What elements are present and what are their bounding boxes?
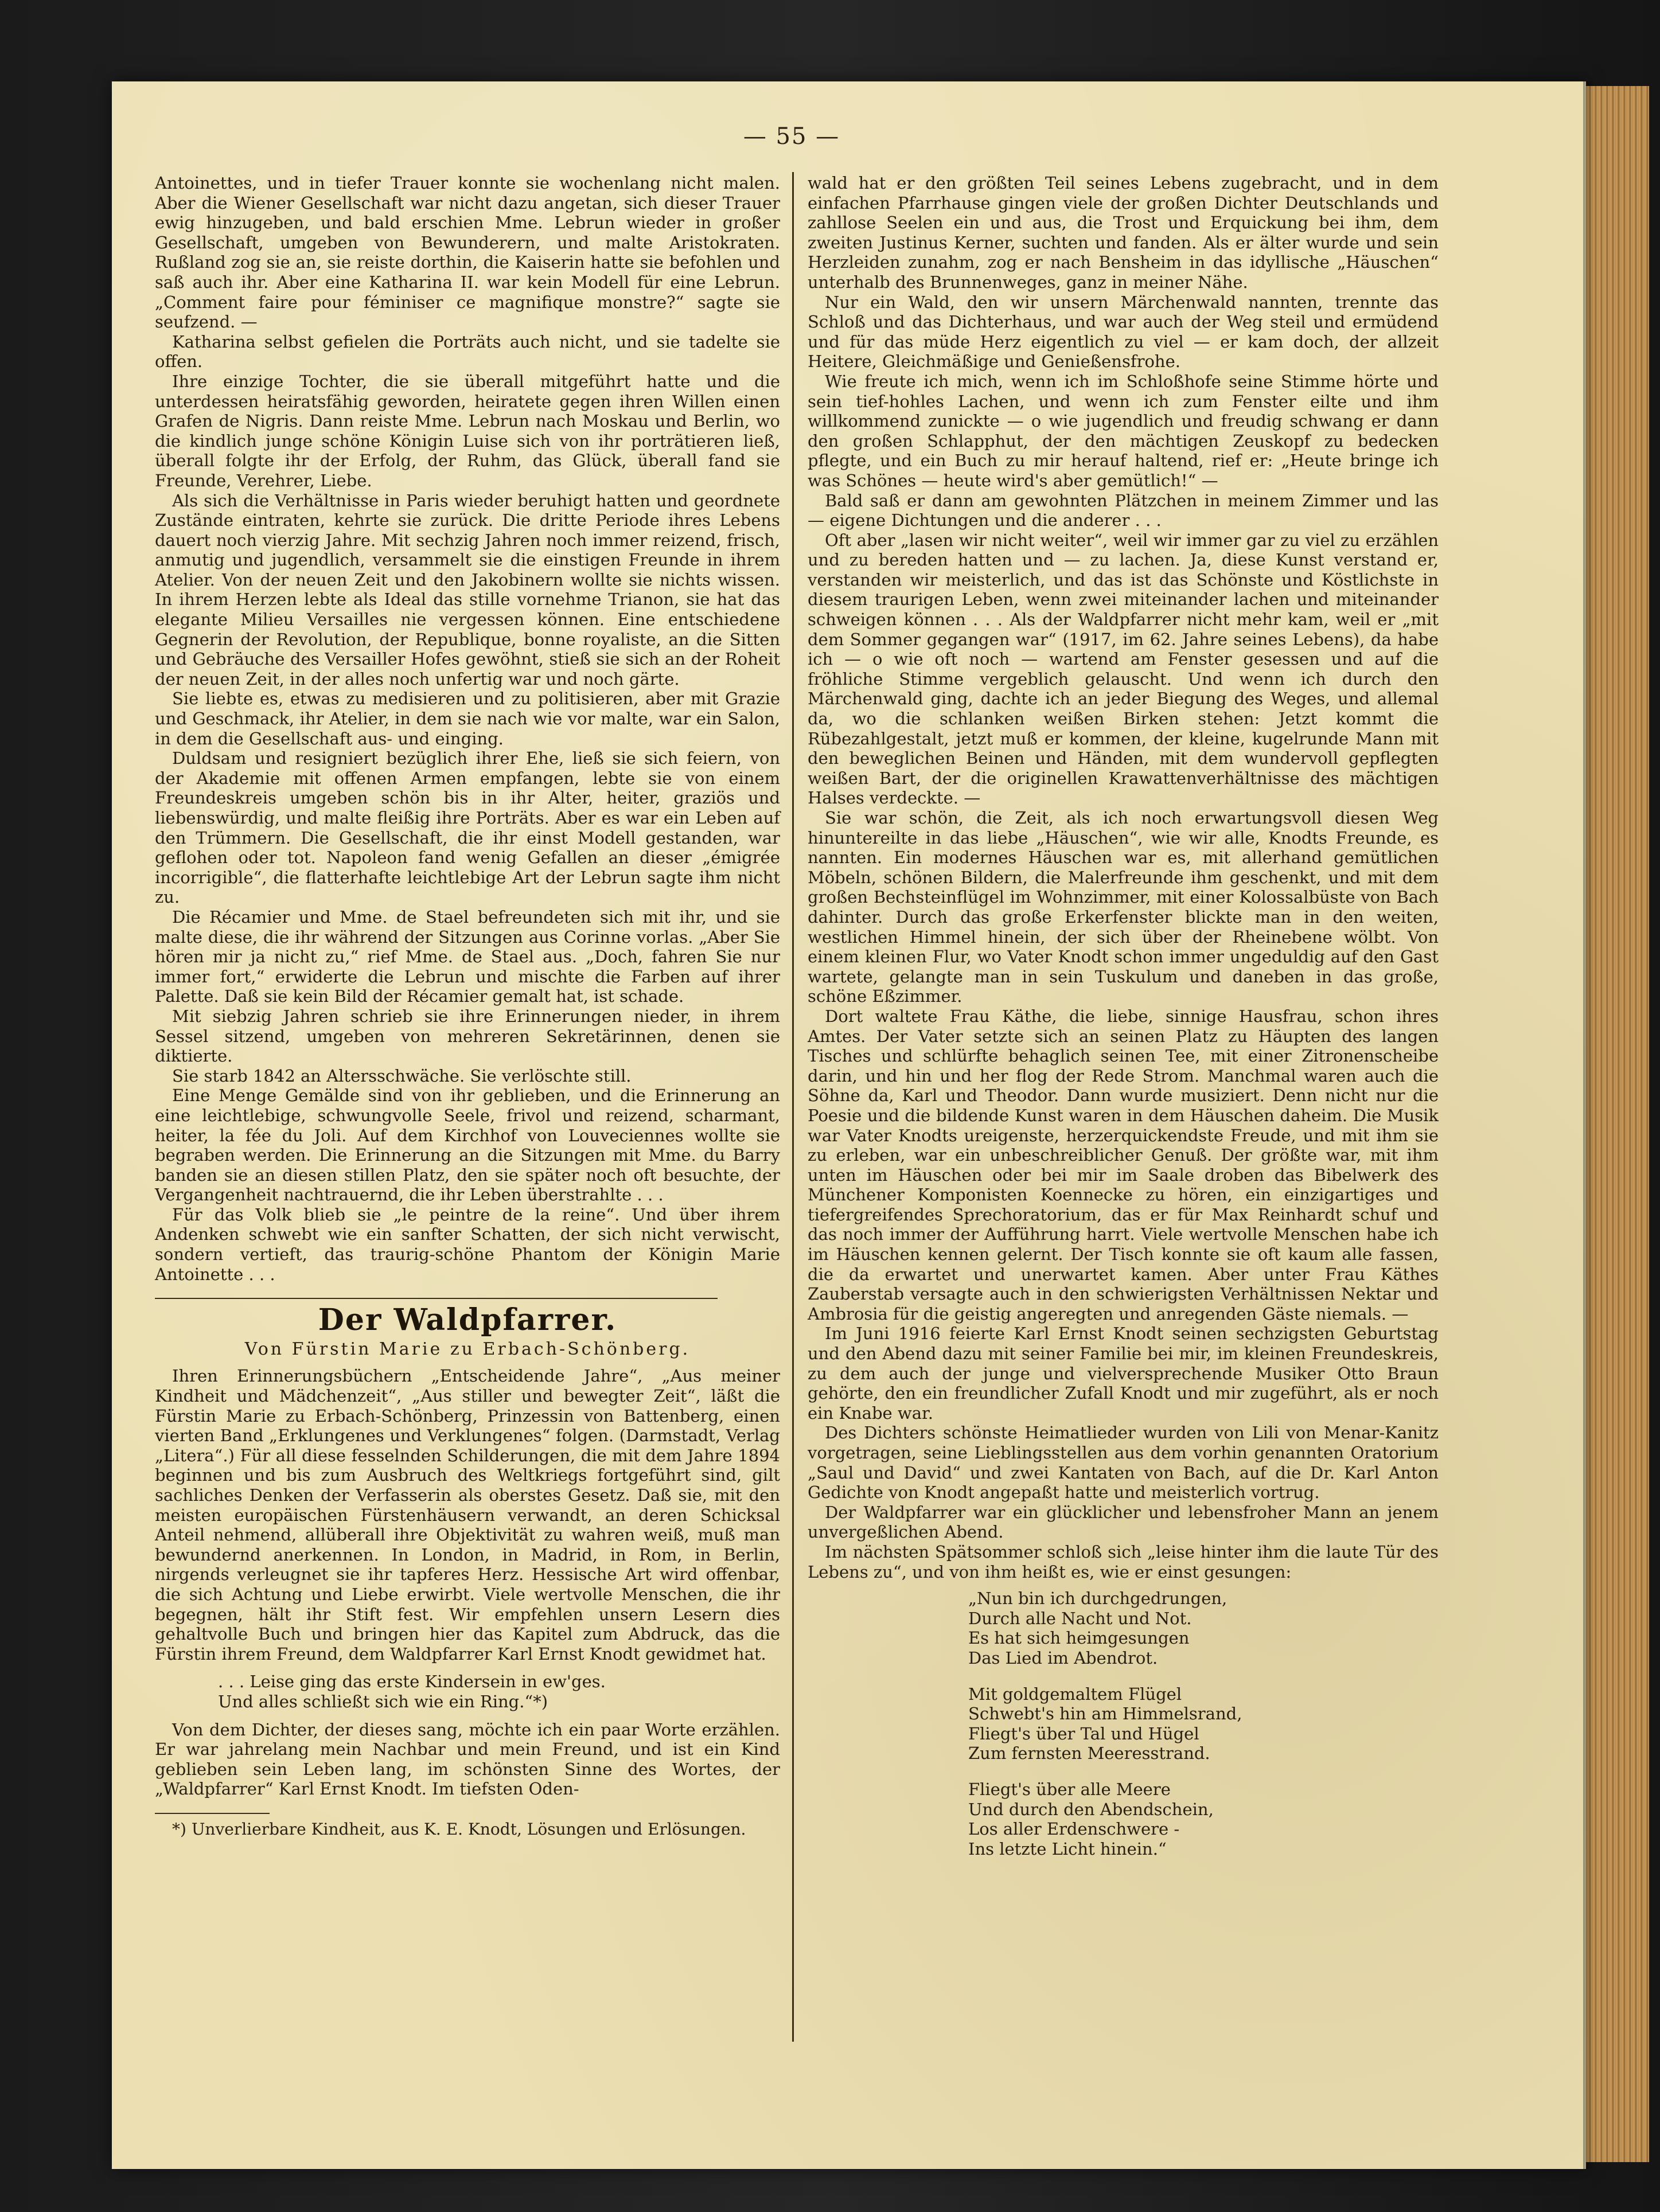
poem-stanza	[968, 1589, 1439, 1668]
poem-line: „Nun bin ich durchgedrungen,	[968, 1589, 1228, 1609]
paragraph: Des Dichters schönste Heimatlieder wurden von Lili von Menar-Kanitz vorgetragen, seine Lieblingsstellen aus dem vorhin genannten Oratorium „Saul und David“ und zwei Kantaten von Bach, auf die Dr. Karl Anton Gedichte von Knodt angepaßt hatte und meisterlich vortrug.	[808, 1423, 1439, 1503]
paragraph: Antoinettes, und in tiefer Trauer konnte sie wochenlang nicht malen. Aber die Wiener Gesellschaft war nicht dazu angetan, sich dieser Trauer ewig hinzugeben, und bald erschien Mme. Lebrun wieder in großer Gesellschaft, umgeben von Bewunderern, und malte Aristokraten. Rußland zog sie an, sie reiste dorthin, die Kaiserin hatte sie befohlen und saß auch ihr. Aber eine Katharina II. war kein Modell für eine Lebrun. „Comment faire pour féminiser ce magnifique monstre?“ sagte sie seufzend. —	[155, 173, 780, 332]
paragraph: Mit siebzig Jahren schrieb sie ihre Erinnerungen nieder, in ihrem Sessel sitzend, umgeben von mehreren Sekretärinnen, denen sie diktierte.	[155, 1006, 780, 1066]
paragraph: Duldsam und resigniert bezüglich ihrer Ehe, ließ sie sich feiern, von der Akademie mit offenen Armen empfangen, lebte sie von einem Freundeskreis umgeben schön bis in ihr Alter, heiter, graziös und liebenswürdig, und malte fleißig ihre Porträts. Aber es war ein Leben auf den Trümmern. Die Gesellschaft, die ihr einst Modell gestanden, war geflohen oder tot. Napoleon fand wenig Gefallen an dieser „émigrée incorrigible“, die flatterhafte leichtlebige Art der Lebrun sagte ihm nicht zu.	[155, 748, 780, 907]
paragraph: Sie war schön, die Zeit, als ich noch erwartungsvoll diesen Weg hinuntereilte in das liebe „Häuschen“, wie wir alle, Knodts Freunde, es nannten. Ein modernes Häuschen war es, mit allerhand gemütlichen Möbeln, schönen Bildern, die Malerfreunde ihm geschenkt, und mit dem großen Bechsteinflügel im Wohnzimmer, mit einer Kolossalbüste von Bach dahinter. Durch das große Erkerfenster blickte man in den weiten, westlichen Himmel hinein, der sich über der Rheinebene wölbt. Von einem kleinen Flur, wo Vater Knodt schon immer ungeduldig auf den Gast wartete, gelangte man in sein Tuskulum und daneben in das große, schöne Eßzimmer.	[808, 808, 1439, 1006]
paragraph: Als sich die Verhältnisse in Paris wieder beruhigt hatten und geordnete Zustände eintraten, kehrte sie zurück. Die dritte Periode ihres Lebens dauert noch vierzig Jahre. Mit sechzig Jahren noch immer reizend, frisch, anmutig und jugendlich, versammelt sie die einstigen Freunde in ihrem Atelier. Von der neuen Zeit und den Jakobinern wollte sie nichts wissen. In ihrem Herzen lebte als Ideal das stille vornehme Trianon, sie hat das elegante Milieu Versailles nie vergessen können. Eine entschiedene Gegnerin der Revolution, der Republique, bonne royaliste, an die Sitten und Gebräuche des Versailler Hofes gewöhnt, stieß sie sich an der Roheit der neuen Zeit, in der alles noch unfertig war und noch gärte.	[155, 490, 780, 689]
paragraph: Katharina selbst gefielen die Porträts auch nicht, und sie tadelte sie offen.	[155, 331, 780, 372]
left-column	[155, 173, 780, 1840]
paragraph: Ihre einzige Tochter, die sie überall mitgeführt hatte und die unterdessen heiratsfähig geworden, heiratete gegen ihren Willen einen Grafen de Nigris. Dann reiste Mme. Lebrun nach Moskau und Berlin, wo die kindlich junge schöne Königin Luise sich von ihr porträtieren ließ, überall folgte ihr der Erfolg, der Ruhm, das Glück, überall fand sie Freunde, Verehrer, Liebe.	[155, 371, 780, 490]
paragraph: Eine Menge Gemälde sind von ihr geblieben, und die Erinnerung an eine leichtlebige, schwungvolle Seele, frivol und reizend, scharmant, heiter, la fée du Joli. Auf dem Kirchhof von Louveciennes wollte sie begraben werden. Die Erinnerung an die Sitzungen mit Mme. du Barry banden sie an diesen stillen Platz, den sie später noch oft besuchte, der Vergangenheit nachtrauernd, die ihr Leben überstrahlte . . .	[155, 1086, 780, 1205]
epigraph-line: . . . Leise ging das erste Kindersein in ew'ges.	[218, 1672, 606, 1692]
paragraph: wald hat er den größten Teil seines Lebens zugebracht, und in dem einfachen Pfarrhause gingen viele der großen Dichter Deutschlands und zahllose Seelen ein und aus, die Trost und Erquickung bei ihm, dem zweiten Justinus Kerner, suchten und fanden. Als er älter wurde und sein Herzleiden zunahm, zog er nach Bensheim in das idyllische „Häuschen“ unterhalb des Brunnenweges, ganz in meiner Nähe.	[808, 173, 1439, 292]
epigraph	[155, 1672, 780, 1711]
poem-line: Fliegt's über Tal und Hügel	[968, 1723, 1199, 1743]
column-divider	[792, 172, 794, 2042]
page-edges	[1586, 86, 1649, 2162]
paragraph: Von dem Dichter, der dieses sang, möchte ich ein paar Worte erzählen. Er war jahrelang mein Nachbar und mein Freund, und ist ein Kind geblieben sein Leben lang, im schönsten Sinne des Wortes, der „Waldpfarrer“ Karl Ernst Knodt. Im tiefsten Oden-	[155, 1719, 780, 1799]
poem-line: Ins letzte Licht hinein.“	[968, 1839, 1167, 1859]
poem-line: Das Lied im Abendrot.	[968, 1648, 1158, 1668]
paragraph: Sie liebte es, etwas zu medisieren und zu politisieren, aber mit Grazie und Geschmack, ihr Atelier, in dem sie nach wie vor malte, war ein Salon, in dem die Gesellschaft aus- und einging.	[155, 689, 780, 748]
paragraph: Dort waltete Frau Käthe, die liebe, sinnige Hausfrau, schon ihres Amtes. Der Vater setzte sich an seinen Platz zu Häupten des langen Tisches und schlürfte behaglich seinen Tee, mit einer Zitronenscheibe darin, und hin und her flog der Rede Strom. Manchmal waren auch die Söhne da, Karl und Theodor. Dann wurde musiziert. Denn nicht nur die Poesie und die bildende Kunst waren in dem Häuschen daheim. Die Musik war Vater Knodts ureigenste, herzerquickendste Freude, und mit ihm sie zu erleben, war ein unbeschreiblicher Genuß. Der größte war, mit ihm unten im Häuschen oder bei mir im Saale droben das Bibelwerk des Münchener Komponisten Koennecke zu hören, ein einzigartiges und tiefergreifendes Sprechoratorium, das er für Max Reinhardt schuf und das noch immer der Aufführung harrt. Viele wertvolle Menschen habe ich im Häuschen kennen gelernt. Der Tisch konnte sie oft kaum alle fassen, die da erwartet und unerwartet kamen. Aber unter Frau Käthes Zauberstab versagte auch in den schwierigsten Verhältnissen Nektar und Ambrosia für die geistig angeregten und anregenden Gäste niemals. —	[808, 1006, 1439, 1324]
footnote: *) Unverlierbare Kindheit, aus K. E. Knodt, Lösungen und Erlösungen.	[172, 1819, 746, 1839]
page-number: — 55 —	[743, 123, 840, 150]
right-column	[808, 173, 1439, 1875]
article-title: Der Waldpfarrer.	[318, 1302, 617, 1338]
poem-stanza	[968, 1780, 1439, 1859]
paragraph: Für das Volk blieb sie „le peintre de la reine“. Und über ihrem Andenken schwebt wie ein sanfter Schatten, der sich nicht verwischt, sondern vertieft, das traurig-schöne Phantom der Königin Marie Antoinette . . .	[155, 1204, 780, 1284]
paragraph: Bald saß er dann am gewohnten Plätzchen in meinem Zimmer und las — eigene Dichtungen und die anderer . . .	[808, 490, 1439, 530]
poem-line: Und durch den Abendschein,	[968, 1799, 1214, 1819]
paragraph: Die Récamier und Mme. de Stael befreundeten sich mit ihr, und sie malte diese, die ihr während der Sitzungen aus Corinne vorlas. „Aber Sie hören mir ja nicht zu,“ rief Mme. de Stael aus. „Doch, fahren Sie nur immer fort,“ erwiderte die Lebrun und mischte die Farben auf ihrer Palette. Daß sie kein Bild der Récamier gemalt hat, ist schade.	[155, 907, 780, 1006]
poem-line: Es hat sich heimgesungen	[968, 1628, 1190, 1648]
paragraph: Im Juni 1916 feierte Karl Ernst Knodt seinen sechzigsten Geburtstag und den Abend dazu mit seiner Familie bei mir, im kleinen Freundeskreis, zu dem auch der junge und vielversprechende Musiker Otto Braun gehörte, den ein freundlicher Zufall Knodt und mir zugeführt, als er noch ein Knabe war.	[808, 1324, 1439, 1423]
page-edge-shadow	[1583, 81, 1595, 2169]
poem-stanza	[968, 1684, 1439, 1764]
intro-paragraph: Ihren Erinnerungsbüchern „Entscheidende Jahre“, „Aus meiner Kindheit und Mädchenzeit“, „Aus stiller und bewegter Zeit“, läßt die Fürstin Marie zu Erbach-Schönberg, Prinzessin von Battenberg, einen vierten Band „Erklungenes und Verklungenes“ folgen. (Darmstadt, Verlag „Litera“.) Für all diese fesselnden Schilderungen, die mit dem Jahre 1894 beginnen und bis zum Ausbruch des Weltkriegs fortgeführt sind, gilt sachliches Denken der Verfasserin als oberstes Gesetz. Daß sie, mit den meisten europäischen Fürstenhäusern verwandt, an deren Schicksal Anteil nehmend, allüberall ihre Objektivität zu wahren weiß, muß man bewundernd anerkennen. In London, in Madrid, in Rom, in Berlin, nirgends verleugnet sie ihr tapferes Herz. Hessische Art wird offenbar, die sich Achtung und Liebe erwirbt. Viele wertvolle Menschen, die ihr begegnen, hält ihr Stift fest. Wir empfehlen unsern Lesern dies gehaltvolle Buch und bringen hier das Kapitel zum Abdruck, das die Fürstin ihrem Freund, dem Waldpfarrer Karl Ernst Knodt gewidmet hat.	[155, 1366, 780, 1664]
epigraph-line: Und alles schließt sich wie ein Ring.“*)	[218, 1691, 548, 1711]
poem	[968, 1589, 1439, 1859]
article-byline: Von Fürstin Marie zu Erbach-Schönberg.	[244, 1339, 691, 1359]
poem-line: Fliegt's über alle Meere	[968, 1779, 1171, 1799]
poem-line: Los aller Erdenschwere -	[968, 1819, 1180, 1839]
poem-line: Durch alle Nacht und Not.	[968, 1608, 1192, 1628]
paragraph: Nur ein Wald, den wir unsern Märchenwald nannten, trennte das Schloß und das Dichterhaus, und war auch der Weg steil und ermüdend und für das müde Herz eigentlich zu viel — er kam doch, der allzeit Heitere, Gleichmäßige und Genießensfrohe.	[808, 292, 1439, 372]
poem-line: Zum fernsten Meeresstrand.	[968, 1743, 1210, 1764]
paragraph: Sie starb 1842 an Altersschwäche. Sie verlöschte still.	[172, 1066, 632, 1086]
section-divider	[155, 1298, 718, 1299]
footnote-divider	[155, 1813, 270, 1814]
poem-line: Mit goldgemaltem Flügel	[968, 1684, 1182, 1704]
paragraph: Der Waldpfarrer war ein glücklicher und lebensfroher Mann an jenem unvergeßlichen Abend.	[808, 1502, 1439, 1542]
paragraph: Wie freute ich mich, wenn ich im Schloßhofe seine Stimme hörte und sein tief-hohles Lachen, und wenn ich zum Fenster eilte und ihm willkommend zunickte — o wie jugendlich und freudig schwang er dann den großen Schlapphut, der den mächtigen Zeuskopf zu bedecken pflegte, und ein Buch zu mir herauf haltend, rief er: „Heute bringe ich was Schönes — heute wird's aber gemütlich!“ —	[808, 371, 1439, 490]
paragraph: Oft aber „lasen wir nicht weiter“, weil wir immer gar zu viel zu erzählen und zu bereden hatten und — zu lachen. Ja, diese Kunst verstand er, verstanden wir meisterlich, und das ist das Schönste und Köstlichste in diesem traurigen Leben, wenn zwei miteinander lachen und miteinander schweigen können . . . Als der Waldpfarrer nicht mehr kam, weil er „mit dem Sommer gegangen war“ (1917, im 62. Jahre seines Lebens), da habe ich — o wie oft noch — wartend am Fenster gesessen und auf die fröhliche Stimme vergeblich gelauscht. Und wenn ich durch den Märchenwald ging, dachte ich an jeder Biegung des Weges, und allemal da, wo die schlanken weißen Birken stehen: Jetzt kommt die Rübezahlgestalt, jetzt muß er kommen, der kleine, kugelrunde Mann mit den beweglichen Beinen und Händen, mit dem wundervoll gepflegten weißen Bart, der die originellen Krawattenverhältnisse des mächtigen Halses verdeckte. —	[808, 530, 1439, 808]
poem-line: Schwebt's hin am Himmelsrand,	[968, 1704, 1242, 1724]
paragraph: Im nächsten Spätsommer schloß sich „leise hinter ihm die laute Tür des Lebens zu“, und von ihm heißt es, wie er einst gesungen:	[808, 1542, 1439, 1582]
